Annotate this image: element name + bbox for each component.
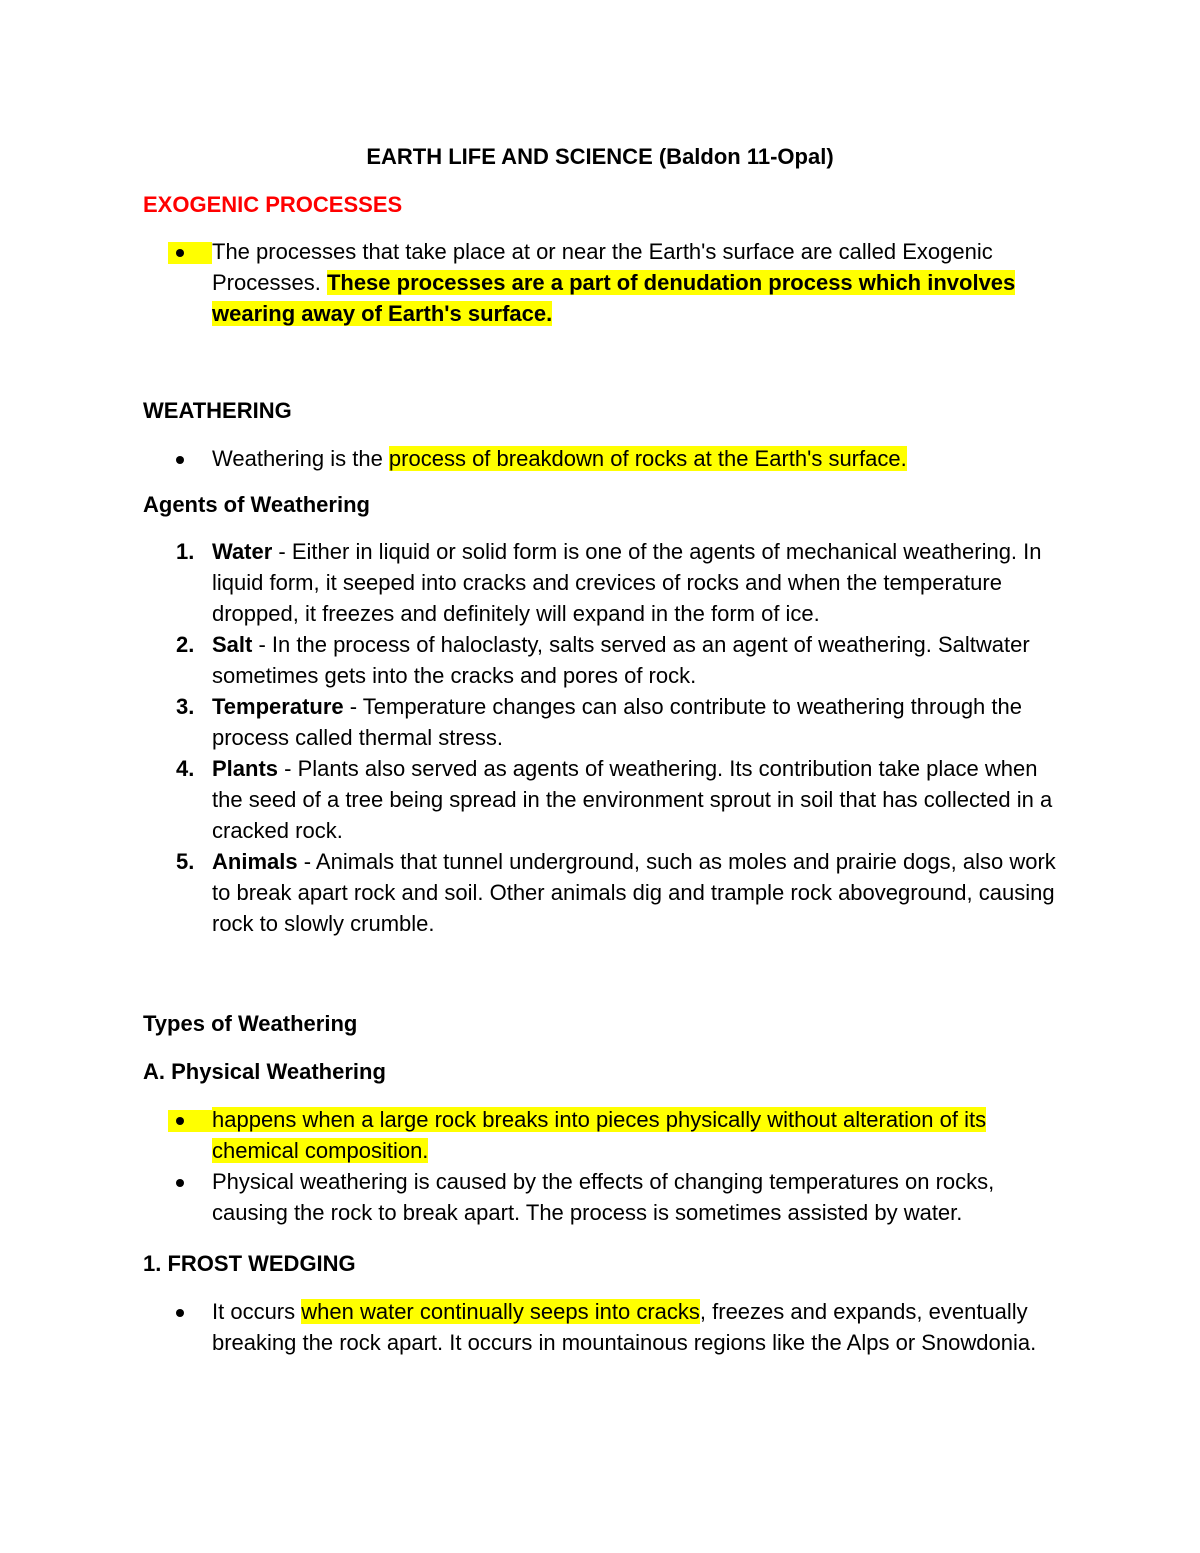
frost-heading: 1. FROST WEDGING xyxy=(143,1251,356,1276)
agent-text: - Either in liquid or solid form is one of the agents of mechanical weathering. In liquid form, it seeped into cracks and crevices of rocks and when the temperature dropped, it freezes and definitely will expand in the form of ice. xyxy=(212,539,1042,626)
agent-term: Water xyxy=(212,539,273,564)
list-item xyxy=(143,236,1063,329)
agent-term: Plants xyxy=(212,756,279,781)
exogenic-heading: EXOGENIC PROCESSES xyxy=(143,192,403,217)
frost-text-start: It occurs xyxy=(212,1299,302,1324)
list-item xyxy=(143,443,1063,474)
list-number: 3. xyxy=(176,694,195,719)
exogenic-highlight: These processes are a part of denudation process which involves wearing away of Earth's surface. xyxy=(212,270,1016,326)
list-item xyxy=(143,629,1063,691)
agent-text: - Temperature changes can also contribute to weathering through the process called thermal stress. xyxy=(212,694,1022,750)
frost-highlight: when water continually seeps into cracks xyxy=(301,1299,700,1324)
agent-term: Temperature xyxy=(212,694,344,719)
list-number: 1. xyxy=(176,539,195,564)
list-number: 2. xyxy=(176,632,195,657)
list-item xyxy=(143,1104,1063,1166)
exogenic-text: The processes that take place at or near the Earth's surface are called Exogenic Processes. xyxy=(212,239,993,295)
types-heading: Types of Weathering xyxy=(143,1011,358,1036)
bullet-icon xyxy=(176,1179,184,1187)
agent-text: - In the process of haloclasty, salts served as an agent of weathering. Saltwater sometimes gets into the cracks and pores of rock. xyxy=(212,632,1030,688)
agent-term: Animals xyxy=(212,849,298,874)
exogenic-list xyxy=(143,236,1063,329)
agents-heading: Agents of Weathering xyxy=(143,492,370,517)
document-title: EARTH LIFE AND SCIENCE (Baldon 11-Opal) xyxy=(366,144,834,169)
bullet-icon xyxy=(168,1110,212,1132)
list-item xyxy=(143,536,1063,629)
agent-text: - Animals that tunnel underground, such as moles and prairie dogs, also work to break apart rock and soil. Other animals dig and trample rock aboveground, causing rock to slowly crumble. xyxy=(212,849,1056,936)
list-item xyxy=(143,1166,1063,1228)
physical-list xyxy=(143,1104,1063,1228)
agent-term: Salt xyxy=(212,632,253,657)
weathering-list xyxy=(143,443,1063,474)
bullet-icon xyxy=(168,242,212,264)
agents-list xyxy=(143,536,1063,939)
physical-text: Physical weathering is caused by the effects of changing temperatures on rocks, causing the rock to break apart. The process is sometimes assisted by water. xyxy=(212,1169,995,1225)
weathering-highlight: process of breakdown of rocks at the Earth's surface. xyxy=(388,446,907,471)
weathering-heading: WEATHERING xyxy=(143,398,292,423)
list-item xyxy=(143,753,1063,846)
weathering-text: Weathering is the xyxy=(212,446,389,471)
list-item xyxy=(143,691,1063,753)
physical-highlight: happens when a large rock breaks into pieces physically without alteration of its chemical composition. xyxy=(212,1107,987,1163)
physical-heading: A. Physical Weathering xyxy=(143,1059,386,1084)
agent-text: - Plants also served as agents of weathering. Its contribution take place when the seed of a tree being spread in the environment sprout in soil that has collected in a cracked rock. xyxy=(212,756,1053,843)
list-number: 5. xyxy=(176,849,195,874)
bullet-icon xyxy=(176,456,184,464)
list-item xyxy=(143,1296,1063,1358)
frost-text-end: , freezes and expands, eventually breaking the rock apart. It occurs in mountainous regions like the Alps or Snowdonia. xyxy=(212,1299,1037,1355)
frost-list xyxy=(143,1296,1063,1358)
bullet-icon xyxy=(176,1309,184,1317)
list-number: 4. xyxy=(176,756,195,781)
list-item xyxy=(143,846,1063,939)
